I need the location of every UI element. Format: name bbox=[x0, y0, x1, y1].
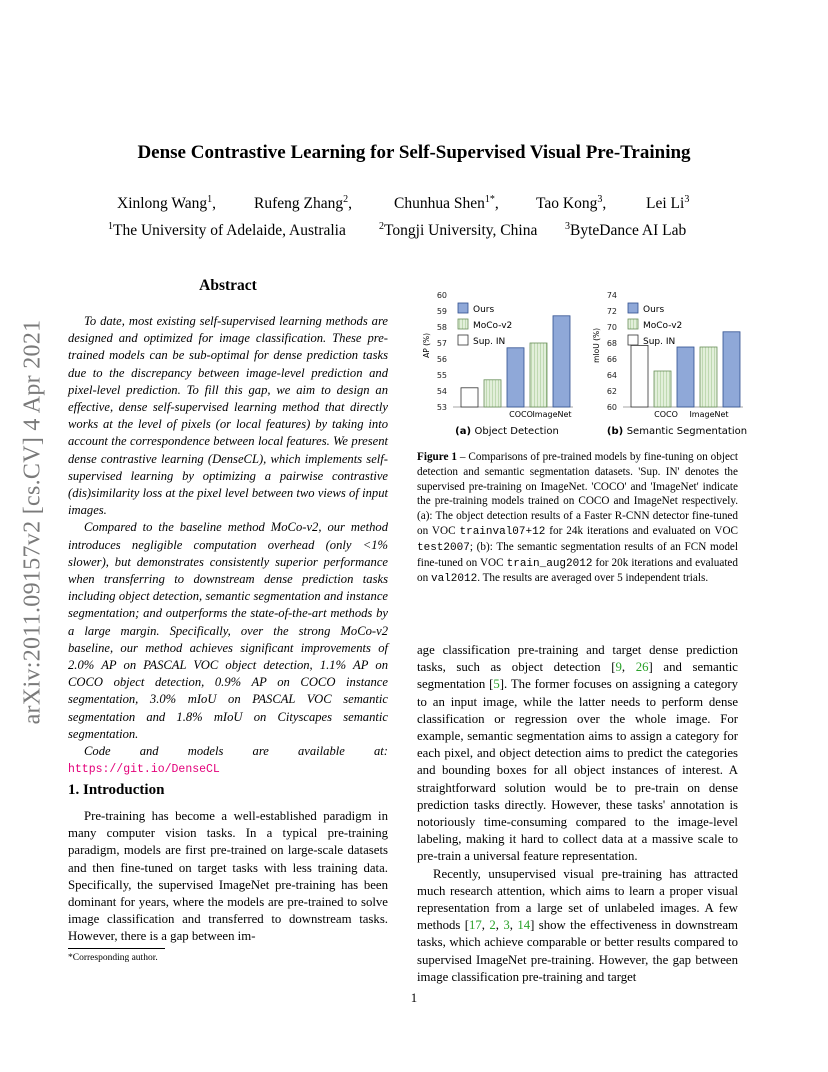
arxiv-stamp-text: arXiv:2011.09157v2 [cs.CV] 4 Apr 2021 bbox=[19, 319, 46, 725]
chart-title: (a) Object Detection bbox=[455, 426, 559, 437]
abstract-paragraph-2: Compared to the baseline method MoCo-v2, our method introduces negligible computation overhead (only <1% slower), but demonstrates consistently superior performance when transferring to downstream dense prediction tasks including object detection, semantic segmentation and instance segmentation; and outperforms the state-of-the-art methods by a large margin. Specifically, over the strong MoCo-v2 baseline, our method achieves significant improvements of 2.0% AP on PASCAL VOC object detection, 1.1% AP on COCO object detection, 0.9% AP on COCO instance segmentation, 3.0% mIoU on PASCAL VOC semantic segmentation and 1.8% mIoU on Cityscapes semantic segmentation. bbox=[68, 520, 388, 741]
y-tick-label: 72 bbox=[606, 307, 617, 316]
abstract-heading: Abstract bbox=[199, 277, 257, 294]
bar-imagenet-moco-v2 bbox=[530, 343, 547, 407]
code-link[interactable]: https://git.io/DenseCL bbox=[68, 763, 220, 777]
x-tick-label: ImageNet bbox=[689, 410, 729, 419]
y-tick-label: 53 bbox=[436, 403, 447, 412]
chart-semantic-segmentation bbox=[592, 291, 747, 437]
right-column-body bbox=[417, 642, 738, 986]
citation-link[interactable]: 14 bbox=[517, 918, 531, 933]
chart-title: (b) Semantic Segmentation bbox=[606, 426, 747, 437]
legend-swatch bbox=[458, 335, 468, 345]
legend-label: MoCo-v2 bbox=[643, 321, 683, 331]
citation-link[interactable]: 2 bbox=[489, 918, 496, 933]
y-tick-label: 55 bbox=[436, 371, 447, 380]
y-axis-label: AP (%) bbox=[422, 332, 431, 358]
intro-paragraph-1: Pre-training has become a well-established paradigm in many computer vision tasks. In a typical pre-training paradigm, models are first pre-trained on large-scale datasets and then fine-tuned on target tasks with less training data. Specifically, the supervised ImageNet pre-training has been dominant for years, where the models are pre-trained to solve image classification and transferred to downstream tasks. However, there is a gap between im- bbox=[68, 809, 388, 944]
bar-imagenet-ours bbox=[553, 316, 570, 407]
author-2: Rufeng Zhang$^2$, bbox=[254, 194, 352, 213]
bar-imagenet-moco-v2 bbox=[700, 347, 717, 407]
y-tick-label: 66 bbox=[606, 355, 617, 364]
legend-swatch bbox=[628, 319, 638, 329]
arxiv-stamp bbox=[18, 292, 48, 752]
legend-label: Ours bbox=[643, 305, 665, 315]
y-tick-label: 60 bbox=[606, 403, 617, 412]
affiliation-3: $^3$ByteDance AI Lab bbox=[565, 221, 687, 240]
legend-label: MoCo-v2 bbox=[473, 321, 513, 331]
legend-label: Ours bbox=[473, 305, 495, 315]
footnote-rule bbox=[68, 948, 165, 949]
bar-imagenet-ours bbox=[723, 332, 740, 407]
figure-1-caption: Figure 1 – Comparisons of pre-trained models by fine-tuning on object detection and semantic segmentation datasets. 'Sup. IN' denotes the supervised pre-training on ImageNet. 'COCO' and 'ImageNet' indicate the pre-training models trained on COCO and ImageNet respectively. (a): The object detection results of a Faster R-CNN detector fine-tuned on VOC trainval07+12 for 24k iterations and evaluated on VOC test2007; (b): The semantic segmentation results of an FCN model fine-tuned on VOC train_aug2012 for 20k iterations and evaluated on val2012. The results are averaged over 5 independent trials. bbox=[417, 451, 739, 586]
citation-link[interactable]: 5 bbox=[493, 677, 500, 692]
x-tick-label: COCO bbox=[509, 410, 533, 419]
affiliation-1: $^1$The University of Adelaide, Australia bbox=[108, 221, 346, 240]
x-tick-label: COCO bbox=[654, 410, 678, 419]
author-4: Tao Kong$^3$, bbox=[536, 194, 607, 213]
citation-link[interactable]: 9 bbox=[615, 660, 622, 675]
y-tick-label: 54 bbox=[436, 387, 447, 396]
figure-1 bbox=[417, 285, 747, 437]
y-axis-label: mIoU (%) bbox=[592, 327, 601, 363]
abstract-body bbox=[68, 313, 388, 778]
legend-swatch bbox=[458, 303, 468, 313]
y-tick-label: 56 bbox=[436, 355, 447, 364]
author-1: Xinlong Wang$^1$, bbox=[117, 194, 217, 213]
y-tick-label: 70 bbox=[606, 323, 617, 332]
citation-link[interactable]: 26 bbox=[635, 660, 649, 675]
right-paragraph-2: Recently, unsupervised visual pre-training has attracted much research attention, which aims to learn a proper visual representation from a large set of unlabeled images. A few methods [17, 2, 3, 14] show the effectiveness in downstream tasks, which achieve comparable or better results compared to supervised ImageNet pre-training. However, the gap between image classification pre-training and target bbox=[417, 866, 738, 984]
y-tick-label: 64 bbox=[606, 371, 617, 380]
bar-coco-moco-v2 bbox=[484, 380, 501, 407]
legend-label: Sup. IN bbox=[643, 337, 676, 347]
legend-swatch bbox=[628, 303, 638, 313]
legend-swatch bbox=[458, 319, 468, 329]
y-tick-label: 68 bbox=[606, 339, 617, 348]
bar-coco-ours bbox=[507, 348, 524, 407]
y-tick-label: 74 bbox=[606, 291, 617, 300]
abstract-paragraph-1: To date, most existing self-supervised learning methods are designed and optimized for image classification. These pre-trained models can be sub-optimal for dense prediction tasks due to the discrepancy between image-level prediction and pixel-level prediction. To fill this gap, we aim to design an effective, dense self-supervised learning method that directly works at the level of pixels (or local features) by taking into account the correspondence between local features. We present dense contrastive learning (DenseCL), which implements self-supervised learning by optimizing a pairwise contrastive (dis)similarity loss at the pixel level between two views of input images. bbox=[68, 314, 388, 518]
paper-title: Dense Contrastive Learning for Self-Supervised Visual Pre-Training bbox=[137, 142, 691, 163]
page-number: 1 bbox=[410, 991, 418, 1005]
right-paragraph-1: age classification pre-training and target dense prediction tasks, such as object detection [9, 26] and semantic segmentation [5]. The former focuses on assigning a category to an input image, while the latter needs to perform dense classification or regression over the whole image. For example, semantic segmentation aims to assign a category for each pixel, and object detection aims to predict the categories and bounding boxes for all object instances of interest. A straightforward solution would be to pre-train on dense prediction tasks directly. However, these tasks' annotation is notoriously time-consuming compared to the image-level labeling, making it hard to collect data at a massive scale to pre-train a universal feature representation. bbox=[417, 643, 738, 864]
bar-coco-sup-in bbox=[461, 388, 478, 407]
author-5: Lei Li$^3$ bbox=[646, 194, 690, 213]
bar-coco-ours bbox=[677, 347, 694, 407]
section-heading-introduction: 1. Introduction bbox=[68, 782, 165, 798]
y-tick-label: 59 bbox=[436, 307, 447, 316]
bar-coco-sup-in bbox=[631, 345, 648, 407]
bar-coco-moco-v2 bbox=[654, 371, 671, 407]
affiliation-2: $^2$Tongji University, China bbox=[379, 221, 538, 240]
y-tick-label: 60 bbox=[436, 291, 447, 300]
legend-label: Sup. IN bbox=[473, 337, 506, 347]
footnote: *Corresponding author. bbox=[68, 953, 158, 963]
x-tick-label: ImageNet bbox=[532, 410, 572, 419]
chart-object-detection bbox=[422, 291, 573, 437]
legend-swatch bbox=[628, 335, 638, 345]
y-tick-label: 58 bbox=[436, 323, 447, 332]
abstract-paragraph-3: Code and models are available at: https://git.io/DenseCL bbox=[68, 744, 388, 777]
citation-link[interactable]: 17 bbox=[469, 918, 482, 933]
author-3: Chunhua Shen$^{1*}$, bbox=[394, 194, 499, 213]
y-tick-label: 62 bbox=[606, 387, 617, 396]
citation-link[interactable]: 3 bbox=[503, 918, 510, 933]
introduction-body bbox=[68, 808, 388, 946]
y-tick-label: 57 bbox=[436, 339, 447, 348]
